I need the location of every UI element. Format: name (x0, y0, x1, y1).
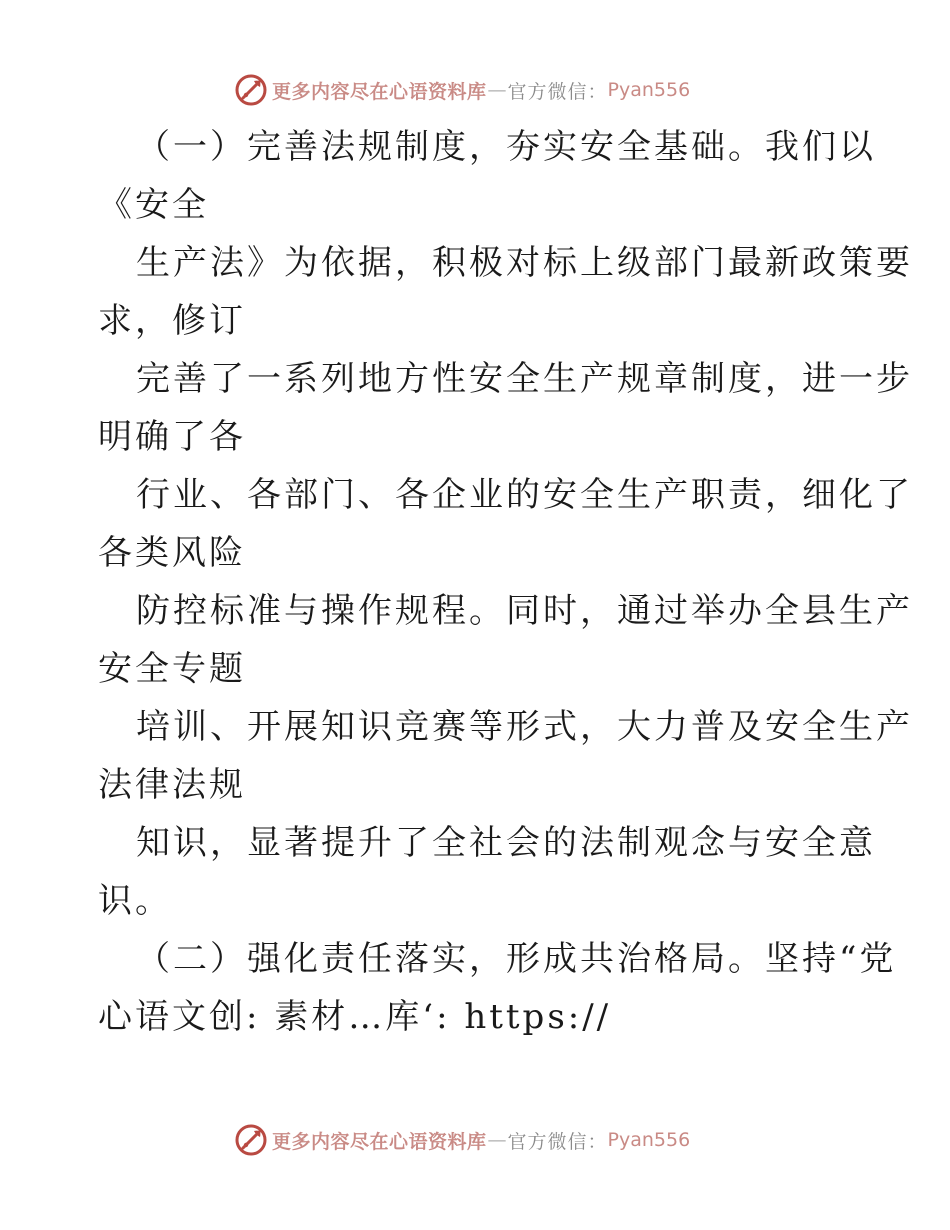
quill-pen-circle-icon (234, 1123, 268, 1157)
text-line: （二）强化责任落实，形成共治格局。坚持“党 (136, 939, 897, 979)
text-line: 防控标准与操作规程。同时，通过举办全县生产 (136, 591, 913, 631)
text-line: 生产法》为依据，积极对标上级部门最新政策要 (136, 243, 913, 283)
watermark-text: 更多内容尽在心语资料库 (272, 1130, 487, 1153)
text-line: 知识，显著提升了全社会的法制观念与安全意 (136, 823, 876, 863)
text-line: 法律法规 (98, 765, 246, 805)
text-line: 求，修订 (98, 301, 246, 341)
text-line: 各类风险 (98, 533, 246, 573)
text-line: 行业、各部门、各企业的安全生产职责，细化了 (136, 475, 913, 515)
watermark-dash: — (487, 79, 507, 101)
text-line: 培训、开展知识竞赛等形式，大力普及安全生产 (136, 707, 913, 747)
watermark-header (234, 72, 690, 108)
watermark-wechat-id: Pyan556 (607, 79, 691, 101)
text-line: （一）完善法规制度，夯实安全基础。我们以 (136, 127, 876, 167)
watermark-footer (234, 1122, 690, 1158)
watermark-text: 更多内容尽在心语资料库 (272, 80, 487, 103)
text-line: 识。 (98, 881, 172, 921)
watermark-dash: — (487, 1129, 507, 1151)
watermark-wechat-label: 官方微信： (507, 1130, 608, 1153)
text-line: 安全专题 (98, 649, 246, 689)
watermark-wechat-id: Pyan556 (607, 1129, 691, 1151)
text-line: 心语文创: 素材…库‘: https:// (98, 997, 612, 1037)
text-line: 明确了各 (98, 417, 246, 457)
quill-pen-circle-icon (234, 73, 268, 107)
text-line: 《安全 (98, 185, 209, 225)
watermark-wechat-label: 官方微信： (507, 80, 608, 103)
text-line: 完善了一系列地方性安全生产规章制度，进一步 (136, 359, 913, 399)
